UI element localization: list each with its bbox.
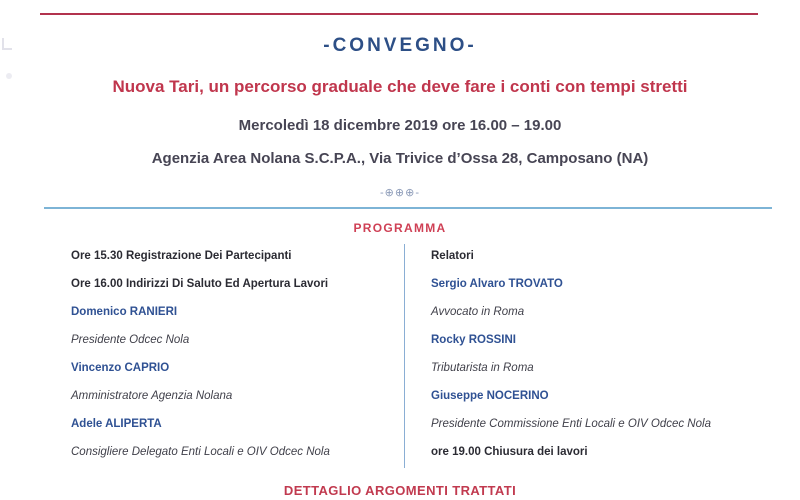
program-title: PROGRAMMA [353, 221, 447, 235]
event-date: Mercoledì 18 dicembre 2019 ore 16.00 – 19.00 [238, 117, 562, 134]
speaker-name: Sergio Alvaro TROVATO [431, 278, 563, 290]
column-divider [404, 244, 405, 468]
event-kicker: -CONVEGNO- [323, 35, 477, 56]
speaker-role: Tributarista in Roma [431, 362, 534, 374]
speaker-role: Amministratore Agenzia Nolana [71, 390, 233, 402]
top-divider [40, 13, 758, 15]
event-title: Nuova Tari, un percorso graduale che deve fare i conti con tempi stretti [112, 77, 688, 96]
schedule-closing: ore 19.00 Chiusura dei lavori [431, 446, 588, 458]
schedule-opening: Ore 16.00 Indirizzi Di Saluto Ed Apertura Lavori [71, 278, 329, 290]
speaker-name: Adele ALIPERTA [71, 418, 162, 430]
speaker-role: Consigliere Delegato Enti Locali e OIV Odcec Nola [71, 446, 330, 458]
event-venue: Agenzia Area Nolana S.C.P.A., Via Trivice d’Ossa 28, Camposano (NA) [151, 150, 649, 167]
speaker-role: Presidente Commissione Enti Locali e OIV Odcec Nola [431, 418, 711, 430]
speakers-heading: Relatori [431, 250, 474, 262]
program-divider [44, 207, 772, 209]
topics-section-title: DETTAGLIO ARGOMENTI TRATTATI [283, 483, 517, 498]
ornament-divider: -⊕⊕⊕- [380, 187, 420, 199]
speaker-role: Presidente Odcec Nola [71, 334, 190, 346]
speaker-name: Giuseppe NOCERINO [431, 390, 549, 402]
speaker-name: Domenico RANIERI [71, 306, 178, 318]
speaker-name: Vincenzo CAPRIO [71, 362, 170, 374]
speaker-name: Rocky ROSSINI [431, 334, 516, 346]
schedule-registration: Ore 15.30 Registrazione Dei Partecipanti [71, 250, 292, 262]
speaker-role: Avvocato in Roma [431, 306, 525, 318]
